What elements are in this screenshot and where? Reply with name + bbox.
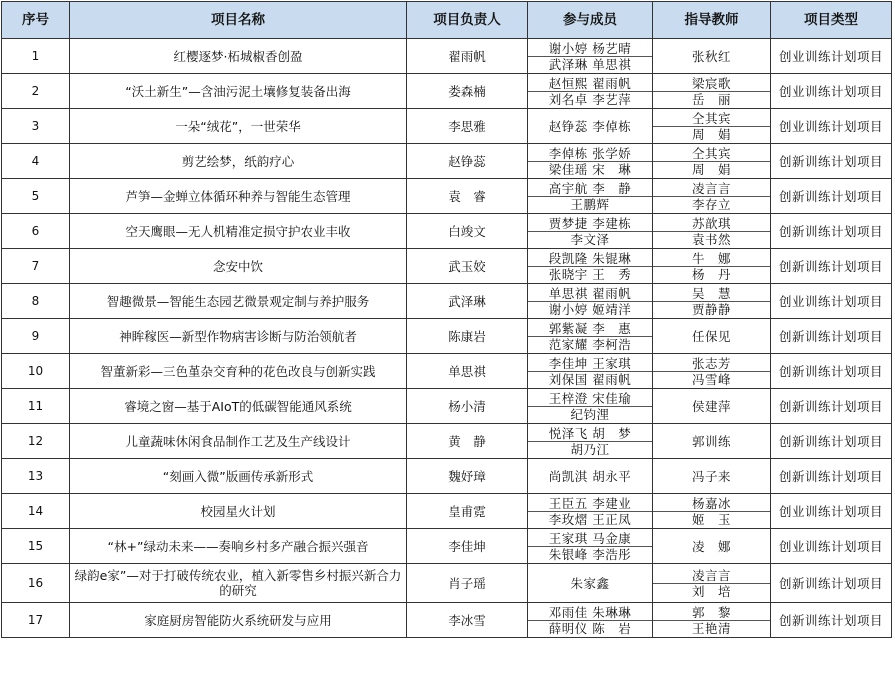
row-number: 3: [2, 109, 70, 144]
member-line: 王臣五 李建业: [548, 495, 632, 511]
project-members: [528, 109, 653, 144]
teacher-line: 王艳清: [653, 620, 770, 636]
teacher-line: 仝其宾: [691, 145, 731, 161]
project-leader: 李佳坤: [407, 529, 528, 564]
member-line: 刘名卓 李艺萍: [528, 91, 652, 107]
project-name: 绿韵e家”—对于打破传统农业，植入新零售乡村振兴新合力的研究: [70, 564, 407, 603]
member-line: 梁佳瑶 宋 琳: [528, 161, 652, 177]
header-members: 参与成员: [528, 2, 653, 39]
row-number: 8: [2, 284, 70, 319]
member-line: 高宇航 李 静: [548, 180, 632, 196]
table-row: [2, 354, 892, 389]
project-members: [528, 74, 653, 109]
project-members: [528, 144, 653, 179]
project-teachers: [653, 424, 771, 459]
project-type: 创新训练计划项目: [771, 179, 892, 214]
project-name: 智趣微景—智能生态园艺微景观定制与养护服务: [70, 284, 407, 319]
member-line: 李玫熠 王正凤: [528, 511, 652, 527]
project-leader: 肖子瑶: [407, 564, 528, 603]
teacher-line: 李存立: [653, 196, 770, 212]
project-type: 创新训练计划项目: [771, 214, 892, 249]
member-line: 郭紫凝 李 惠: [548, 320, 632, 336]
project-teachers: [653, 249, 771, 284]
project-type: 创业训练计划项目: [771, 494, 892, 529]
row-number: 9: [2, 319, 70, 354]
member-line: 朱家鑫: [570, 575, 610, 591]
project-name: 红樱逐梦·柘城椒香创盈: [70, 39, 407, 74]
row-number: 6: [2, 214, 70, 249]
teacher-line: 刘 培: [653, 583, 770, 599]
member-line: 尚凯淇 胡永平: [548, 468, 632, 484]
project-name: “沃土新生”—含油污泥土壤修复装备出海: [70, 74, 407, 109]
project-teachers: [653, 529, 771, 564]
member-line: 朱银峰 李浩彤: [528, 546, 652, 562]
teacher-line: 凌 娜: [691, 538, 731, 554]
table-row: [2, 529, 892, 564]
project-type: 创业训练计划项目: [771, 39, 892, 74]
teacher-line: 张志芳: [691, 355, 731, 371]
table-row: [2, 179, 892, 214]
row-number: 10: [2, 354, 70, 389]
project-teachers: [653, 564, 771, 603]
project-members: [528, 249, 653, 284]
table-row: [2, 459, 892, 494]
teacher-line: 郭训练: [691, 433, 731, 449]
project-members: [528, 354, 653, 389]
project-name: 剪艺绘梦，纸韵疗心: [70, 144, 407, 179]
project-leader: 魏妤璋: [407, 459, 528, 494]
project-teachers: [653, 179, 771, 214]
project-members: [528, 389, 653, 424]
teacher-line: 侯建萍: [691, 398, 731, 414]
project-leader: 武玉姣: [407, 249, 528, 284]
project-type: 创新训练计划项目: [771, 144, 892, 179]
member-line: 胡乃江: [528, 441, 652, 457]
project-teachers: [653, 214, 771, 249]
project-type: 创业训练计划项目: [771, 74, 892, 109]
header-row: [2, 2, 892, 39]
teacher-line: 凌言言: [691, 567, 731, 583]
project-leader: 袁 睿: [407, 179, 528, 214]
project-name: 一朵“绒花”，一世荣华: [70, 109, 407, 144]
row-number: 17: [2, 603, 70, 638]
table-row: [2, 564, 892, 603]
member-line: 武泽琳 单思祺: [528, 56, 652, 72]
teacher-line: 冯雪峰: [653, 371, 770, 387]
project-name: 智董新彩—三色堇杂交育种的花色改良与创新实践: [70, 354, 407, 389]
project-members: [528, 459, 653, 494]
project-name: 芦笋—金蝉立体循环种养与智能生态管理: [70, 179, 407, 214]
row-number: 7: [2, 249, 70, 284]
table-row: [2, 494, 892, 529]
table-row: [2, 603, 892, 638]
project-leader: 李冰雪: [407, 603, 528, 638]
teacher-line: 周 娟: [653, 126, 770, 142]
teacher-line: 凌言言: [691, 180, 731, 196]
project-leader: 翟雨帆: [407, 39, 528, 74]
project-members: [528, 214, 653, 249]
project-name: “林+”绿动未来——奏响乡村多产融合振兴强音: [70, 529, 407, 564]
teacher-line: 任保见: [691, 328, 731, 344]
project-type: 创业训练计划项目: [771, 529, 892, 564]
project-teachers: [653, 39, 771, 74]
teacher-line: 张秋红: [691, 48, 731, 64]
project-members: [528, 529, 653, 564]
teacher-line: 牛 娜: [691, 250, 731, 266]
table-row: [2, 74, 892, 109]
project-members: [528, 319, 653, 354]
project-members: [528, 39, 653, 74]
table-body: [2, 39, 892, 638]
project-leader: 娄森楠: [407, 74, 528, 109]
project-teachers: [653, 603, 771, 638]
header-no: 序号: [2, 2, 70, 39]
member-line: 邓雨佳 朱琳琳: [548, 604, 632, 620]
project-teachers: [653, 109, 771, 144]
row-number: 13: [2, 459, 70, 494]
member-line: 张晓宇 王 秀: [528, 266, 652, 282]
project-teachers: [653, 494, 771, 529]
teacher-line: 郭 黎: [691, 604, 731, 620]
project-teachers: [653, 284, 771, 319]
project-teachers: [653, 144, 771, 179]
member-line: 李文泽: [528, 231, 652, 247]
teacher-line: 吴 慧: [691, 285, 731, 301]
project-leader: 李思雅: [407, 109, 528, 144]
header-teachers: 指导教师: [653, 2, 771, 39]
row-number: 4: [2, 144, 70, 179]
project-name: 神眸稼医—新型作物病害诊断与防治领航者: [70, 319, 407, 354]
member-line: 刘保国 翟雨帆: [528, 371, 652, 387]
project-type: 创新训练计划项目: [771, 603, 892, 638]
project-leader: 单思祺: [407, 354, 528, 389]
teacher-line: 周 娟: [653, 161, 770, 177]
table-row: [2, 39, 892, 74]
project-type: 创新训练计划项目: [771, 354, 892, 389]
table-row: [2, 109, 892, 144]
member-line: 李倬栋 张学娇: [548, 145, 632, 161]
project-members: [528, 564, 653, 603]
teacher-line: 冯子来: [691, 468, 731, 484]
project-teachers: [653, 319, 771, 354]
teacher-line: 贾静静: [653, 301, 770, 317]
table-row: [2, 249, 892, 284]
teacher-line: 苏歆琪: [691, 215, 731, 231]
project-members: [528, 424, 653, 459]
project-teachers: [653, 389, 771, 424]
project-name: 念安中饮: [70, 249, 407, 284]
member-line: 薛明仪 陈 岩: [528, 620, 652, 636]
row-number: 15: [2, 529, 70, 564]
project-members: [528, 494, 653, 529]
project-type: 创新训练计划项目: [771, 389, 892, 424]
row-number: 11: [2, 389, 70, 424]
table-row: [2, 144, 892, 179]
project-leader: 黄 静: [407, 424, 528, 459]
row-number: 16: [2, 564, 70, 603]
project-leader: 皇甫霓: [407, 494, 528, 529]
teacher-line: 姬 玉: [653, 511, 770, 527]
row-number: 2: [2, 74, 70, 109]
project-type: 创新训练计划项目: [771, 564, 892, 603]
project-teachers: [653, 459, 771, 494]
member-line: 谢小婷 杨艺晴: [548, 40, 632, 56]
teacher-line: 仝其宾: [691, 110, 731, 126]
project-leader: 白竣文: [407, 214, 528, 249]
member-line: 王鹏辉: [528, 196, 652, 212]
project-type: 创新训练计划项目: [771, 249, 892, 284]
member-line: 段凯隆 朱锟琳: [548, 250, 632, 266]
header-leader: 项目负责人: [407, 2, 528, 39]
table-row: [2, 214, 892, 249]
project-type: 创新训练计划项目: [771, 459, 892, 494]
project-name: “刻画入微”版画传承新形式: [70, 459, 407, 494]
member-line: 范家耀 李柯浩: [528, 336, 652, 352]
member-line: 谢小婷 姬靖洋: [528, 301, 652, 317]
teacher-line: 梁宸歌: [691, 75, 731, 91]
row-number: 5: [2, 179, 70, 214]
project-members: [528, 603, 653, 638]
project-teachers: [653, 354, 771, 389]
project-type: 创业训练计划项目: [771, 109, 892, 144]
project-name: 儿童蔬味休闲食品制作工艺及生产线设计: [70, 424, 407, 459]
project-type: 创新训练计划项目: [771, 319, 892, 354]
member-line: 李佳坤 王家琪: [548, 355, 632, 371]
table-row: [2, 319, 892, 354]
project-members: [528, 284, 653, 319]
member-line: 悦泽飞 胡 梦: [548, 425, 632, 441]
teacher-line: 岳 丽: [653, 91, 770, 107]
project-members: [528, 179, 653, 214]
row-number: 14: [2, 494, 70, 529]
project-name: 校园星火计划: [70, 494, 407, 529]
project-name: 睿境之窗—基于AIoT的低碳智能通风系统: [70, 389, 407, 424]
header-type: 项目类型: [771, 2, 892, 39]
project-leader: 杨小清: [407, 389, 528, 424]
table-row: [2, 284, 892, 319]
member-line: 王家琪 马金康: [548, 530, 632, 546]
member-line: 贾梦捷 李建栋: [548, 215, 632, 231]
member-line: 赵恒熙 翟雨帆: [548, 75, 632, 91]
table-row: [2, 389, 892, 424]
teacher-line: 袁书然: [653, 231, 770, 247]
row-number: 1: [2, 39, 70, 74]
project-leader: 赵铮蕊: [407, 144, 528, 179]
header-name: 项目名称: [70, 2, 407, 39]
member-line: 纪钧浬: [528, 406, 652, 422]
project-type: 创业训练计划项目: [771, 284, 892, 319]
teacher-line: 杨 丹: [653, 266, 770, 282]
project-table: [1, 1, 892, 638]
project-name: 空天鹰眼—无人机精准定损守护农业丰收: [70, 214, 407, 249]
member-line: 赵铮蕊 李倬栋: [548, 118, 632, 134]
project-type: 创新训练计划项目: [771, 424, 892, 459]
project-leader: 武泽琳: [407, 284, 528, 319]
member-line: 单思祺 翟雨帆: [548, 285, 632, 301]
table-row: [2, 424, 892, 459]
member-line: 王梓澄 宋佳瑜: [548, 390, 632, 406]
teacher-line: 杨嘉冰: [691, 495, 731, 511]
project-name: 家庭厨房智能防火系统研发与应用: [70, 603, 407, 638]
project-teachers: [653, 74, 771, 109]
row-number: 12: [2, 424, 70, 459]
project-leader: 陈康岩: [407, 319, 528, 354]
